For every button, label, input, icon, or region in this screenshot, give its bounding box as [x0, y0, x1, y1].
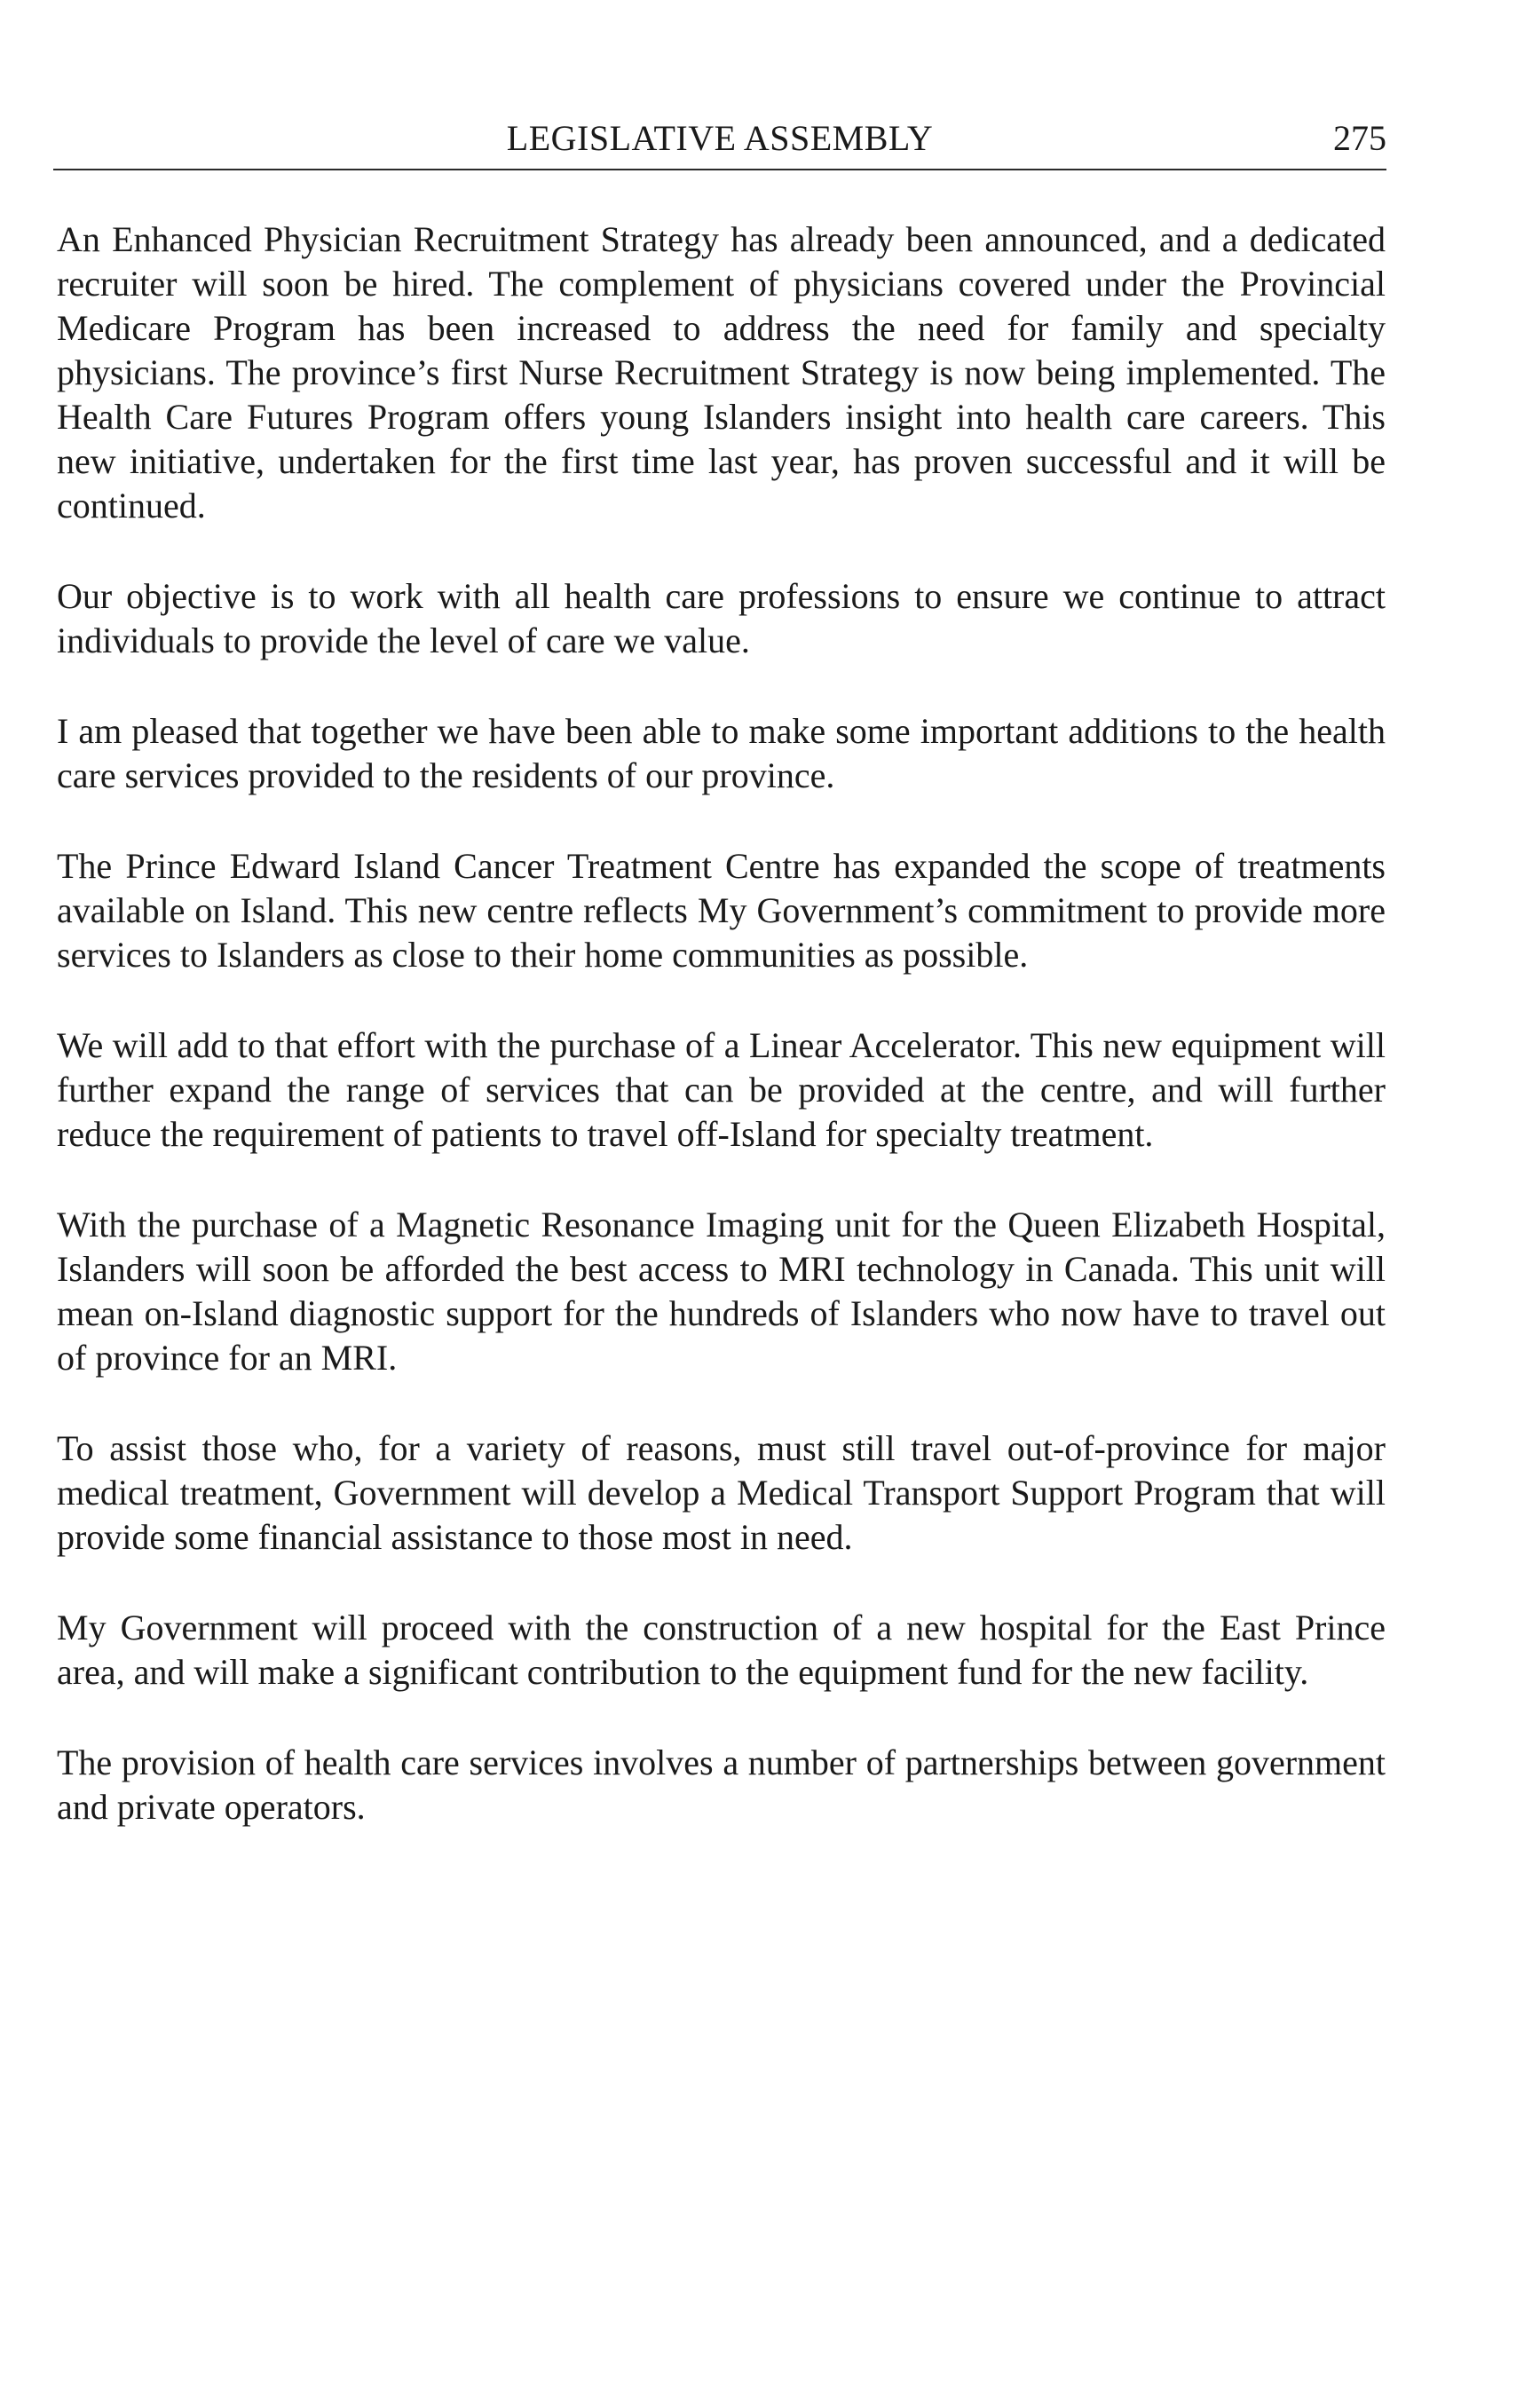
paragraph-partnerships: The provision of health care services involves a number of partnerships between government and private operators. — [57, 1742, 1386, 1827]
body-text — [57, 217, 1386, 1876]
paragraph-additions: I am pleased that together we have been able to make some important additions to the health care services provided to the residents of our province. — [57, 711, 1386, 795]
page-number: 275 — [1333, 118, 1386, 158]
running-header — [53, 114, 1386, 170]
paragraph-objective: Our objective is to work with all health care professions to ensure we continue to attract individuals to provide the level of care we value. — [57, 576, 1386, 660]
paragraph-linear-accelerator: We will add to that effort with the purchase of a Linear Accelerator. This new equipment will further expand the range of services that can be provided at the centre, and will further reduce the requirement of patients to travel off-Island for specialty treatment. — [57, 1025, 1386, 1154]
paragraph-physician-recruitment: An Enhanced Physician Recruitment Strategy has already been announced, and a dedicated recruiter will soon be hired. The complement of physicians covered under the Provincial Medicare Program has been increased to address the need for family and specialty physicians. The province’s first Nurse Recruitment Strategy is now being implemented. The Health Care Futures Program offers young Islanders insight into health care careers. This new initiative, undertaken for the first time last year, has proven successful and it will be continued. — [57, 219, 1386, 525]
header-title: LEGISLATIVE ASSEMBLY — [506, 118, 934, 158]
paragraph-east-prince-hospital: My Government will proceed with the construction of a new hospital for the East Prince area, and will make a significant contribution to the equipment fund for the new facility. — [57, 1608, 1386, 1692]
paragraph-mri: With the purchase of a Magnetic Resonance Imaging unit for the Queen Elizabeth Hospital, Islanders will soon be afforded the best access to MRI technology in Canada. This unit will mean on-Island diagnostic support for the hundreds of Islanders who now have to travel out of province for an MRI. — [57, 1205, 1386, 1378]
paragraph-cancer-centre: The Prince Edward Island Cancer Treatment Centre has expanded the scope of treatments available on Island. This new centre reflects My Government’s commitment to provide more services to Islanders as close to their home communities as possible. — [57, 846, 1386, 975]
paragraph-medical-transport: To assist those who, for a variety of reasons, must still travel out-of-province for major medical treatment, Government will develop a Medical Transport Support Program that will provide some financial assistance to those most in need. — [57, 1428, 1386, 1557]
